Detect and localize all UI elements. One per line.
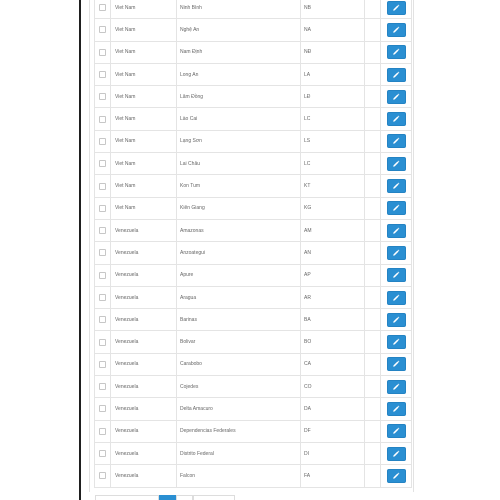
pagination-item-active[interactable] (159, 495, 176, 500)
spacer-cell (365, 197, 381, 219)
country-cell: Venezuela (111, 442, 177, 464)
zone-name-cell: Lai Châu (177, 153, 301, 175)
edit-button[interactable] (387, 68, 406, 82)
zone-code-cell: NĐ (301, 41, 365, 63)
row-select-cell (95, 264, 111, 286)
spacer-cell (365, 264, 381, 286)
row-select-checkbox[interactable] (99, 4, 106, 11)
table-row (95, 309, 412, 331)
row-select-checkbox[interactable] (99, 26, 106, 33)
country-cell: Viet Nam (111, 175, 177, 197)
action-cell (381, 19, 412, 41)
row-select-checkbox[interactable] (99, 227, 106, 234)
edit-button[interactable] (387, 402, 406, 416)
edit-button[interactable] (387, 313, 406, 327)
action-cell (381, 286, 412, 308)
action-cell (381, 376, 412, 398)
table-row (95, 153, 412, 175)
edit-button[interactable] (387, 268, 406, 282)
spacer-cell (365, 63, 381, 85)
zone-name-cell: Kiên Giang (177, 197, 301, 219)
zone-name-cell: Lạng Sơn (177, 130, 301, 152)
action-cell (381, 309, 412, 331)
spacer-cell (365, 331, 381, 353)
table-row (95, 442, 412, 464)
spacer-cell (365, 353, 381, 375)
edit-button[interactable] (387, 157, 406, 171)
action-cell (381, 108, 412, 130)
zone-code-cell: DF (301, 420, 365, 442)
table-row (95, 376, 412, 398)
zone-code-cell: FA (301, 465, 365, 487)
spacer-cell (365, 219, 381, 241)
zone-name-cell: Lào Cai (177, 108, 301, 130)
row-select-cell (95, 465, 111, 487)
action-cell (381, 442, 412, 464)
row-select-cell (95, 331, 111, 353)
row-select-cell (95, 442, 111, 464)
pencil-icon (392, 26, 400, 34)
action-cell (381, 398, 412, 420)
pencil-icon (392, 160, 400, 168)
zone-code-cell: LĐ (301, 86, 365, 108)
spacer-cell (365, 153, 381, 175)
zone-code-cell: KT (301, 175, 365, 197)
action-cell (381, 242, 412, 264)
pencil-icon (392, 338, 400, 346)
spacer-cell (365, 465, 381, 487)
zone-name-cell: Lâm Đồng (177, 86, 301, 108)
spacer-cell (365, 130, 381, 152)
action-cell (381, 353, 412, 375)
country-cell: Venezuela (111, 376, 177, 398)
country-cell: Viet Nam (111, 63, 177, 85)
zone-code-cell: BA (301, 309, 365, 331)
edit-button[interactable] (387, 112, 406, 126)
zone-code-cell: AM (301, 219, 365, 241)
spacer-cell (365, 398, 381, 420)
table-row (95, 41, 412, 63)
zone-code-cell: LC (301, 153, 365, 175)
row-select-checkbox[interactable] (99, 138, 106, 145)
row-select-checkbox[interactable] (99, 249, 106, 256)
row-select-cell (95, 175, 111, 197)
pencil-icon (392, 71, 400, 79)
action-cell (381, 420, 412, 442)
pencil-icon (392, 115, 400, 123)
row-select-cell (95, 420, 111, 442)
country-cell: Venezuela (111, 309, 177, 331)
pencil-icon (392, 472, 400, 480)
table-row (95, 0, 412, 19)
row-select-checkbox[interactable] (99, 316, 106, 323)
zone-name-cell: Falcon (177, 465, 301, 487)
spacer-cell (365, 19, 381, 41)
pagination-item[interactable] (95, 495, 159, 500)
zone-code-cell: AP (301, 264, 365, 286)
action-cell (381, 41, 412, 63)
action-cell (381, 153, 412, 175)
zone-code-cell: NB (301, 0, 365, 19)
pencil-icon (392, 137, 400, 145)
spacer-cell (365, 442, 381, 464)
action-cell (381, 465, 412, 487)
pencil-icon (392, 4, 400, 12)
country-cell: Viet Nam (111, 19, 177, 41)
country-cell: Venezuela (111, 242, 177, 264)
zone-name-cell: Long An (177, 63, 301, 85)
table-row (95, 86, 412, 108)
zone-code-cell: CA (301, 353, 365, 375)
table-row (95, 130, 412, 152)
table-row (95, 264, 412, 286)
row-select-cell (95, 242, 111, 264)
zone-name-cell: Ninh Bình (177, 0, 301, 19)
edit-button[interactable] (387, 179, 406, 193)
country-cell: Viet Nam (111, 130, 177, 152)
pagination-item[interactable] (176, 495, 193, 500)
row-select-cell (95, 86, 111, 108)
table-row (95, 242, 412, 264)
spacer-cell (365, 309, 381, 331)
row-select-cell (95, 398, 111, 420)
edit-button[interactable] (387, 447, 406, 461)
row-select-cell (95, 19, 111, 41)
table-row (95, 175, 412, 197)
country-cell: Venezuela (111, 331, 177, 353)
zone-code-cell: AR (301, 286, 365, 308)
edit-button[interactable] (387, 424, 406, 438)
action-cell (381, 130, 412, 152)
zone-name-cell: Dependencias Federales (177, 420, 301, 442)
zone-name-cell: Kon Tum (177, 175, 301, 197)
pagination-item[interactable] (193, 495, 235, 500)
table-row (95, 331, 412, 353)
spacer-cell (365, 41, 381, 63)
row-select-cell (95, 286, 111, 308)
zone-name-cell: Cojedes (177, 376, 301, 398)
spacer-cell (365, 376, 381, 398)
row-select-checkbox[interactable] (99, 49, 106, 56)
action-cell (381, 197, 412, 219)
spacer-cell (365, 86, 381, 108)
zone-name-cell: Delta Amacuro (177, 398, 301, 420)
country-cell: Venezuela (111, 398, 177, 420)
row-select-cell (95, 153, 111, 175)
edit-button[interactable] (387, 357, 406, 371)
window-left-edge (79, 0, 81, 500)
zone-name-cell: Amazonas (177, 219, 301, 241)
zone-code-cell: AN (301, 242, 365, 264)
zone-code-cell: LC (301, 108, 365, 130)
row-select-cell (95, 219, 111, 241)
zone-table-body (95, 0, 412, 487)
country-cell: Viet Nam (111, 108, 177, 130)
action-cell (381, 63, 412, 85)
country-cell: Venezuela (111, 465, 177, 487)
edit-button[interactable] (387, 291, 406, 305)
action-cell (381, 264, 412, 286)
zone-code-cell: BO (301, 331, 365, 353)
zone-code-cell: DA (301, 398, 365, 420)
table-row (95, 108, 412, 130)
zone-code-cell: LS (301, 130, 365, 152)
spacer-cell (365, 175, 381, 197)
spacer-cell (365, 286, 381, 308)
spacer-cell (365, 0, 381, 19)
zone-name-cell: Nam Định (177, 41, 301, 63)
edit-button[interactable] (387, 1, 406, 15)
country-cell: Venezuela (111, 286, 177, 308)
row-select-checkbox[interactable] (99, 472, 106, 479)
row-select-cell (95, 41, 111, 63)
edit-button[interactable] (387, 23, 406, 37)
zone-name-cell: Barinas (177, 309, 301, 331)
table-row (95, 420, 412, 442)
edit-button[interactable] (387, 224, 406, 238)
table-row (95, 19, 412, 41)
row-select-checkbox[interactable] (99, 450, 106, 457)
zone-name-cell: Distrito Federal (177, 442, 301, 464)
table-row (95, 353, 412, 375)
row-select-cell (95, 0, 111, 19)
edit-button[interactable] (387, 380, 406, 394)
edit-button[interactable] (387, 90, 406, 104)
row-select-checkbox[interactable] (99, 93, 106, 100)
action-cell (381, 86, 412, 108)
pencil-icon (392, 182, 400, 190)
zone-code-cell: NA (301, 19, 365, 41)
country-cell: Venezuela (111, 264, 177, 286)
pencil-icon (392, 316, 400, 324)
table-row (95, 63, 412, 85)
pencil-icon (392, 249, 400, 257)
pencil-icon (392, 450, 400, 458)
row-select-checkbox[interactable] (99, 205, 106, 212)
row-select-checkbox[interactable] (99, 339, 106, 346)
table-row (95, 398, 412, 420)
zone-name-cell: Carabobo (177, 353, 301, 375)
row-select-checkbox[interactable] (99, 294, 106, 301)
edit-button[interactable] (387, 469, 406, 483)
country-cell: Venezuela (111, 420, 177, 442)
zone-name-cell: Aragua (177, 286, 301, 308)
row-select-checkbox[interactable] (99, 272, 106, 279)
row-select-checkbox[interactable] (99, 183, 106, 190)
row-select-cell (95, 376, 111, 398)
pencil-icon (392, 294, 400, 302)
row-select-checkbox[interactable] (99, 383, 106, 390)
pencil-icon (392, 360, 400, 368)
pencil-icon (392, 204, 400, 212)
pencil-icon (392, 93, 400, 101)
zone-code-cell: LA (301, 63, 365, 85)
country-cell: Venezuela (111, 353, 177, 375)
zone-code-cell: CO (301, 376, 365, 398)
action-cell (381, 0, 412, 19)
row-select-checkbox[interactable] (99, 160, 106, 167)
zone-table (94, 0, 412, 488)
edit-button[interactable] (387, 45, 406, 59)
country-cell: Viet Nam (111, 197, 177, 219)
table-row (95, 286, 412, 308)
row-select-cell (95, 63, 111, 85)
pencil-icon (392, 271, 400, 279)
zone-name-cell: Apure (177, 264, 301, 286)
row-select-cell (95, 353, 111, 375)
country-cell: Venezuela (111, 219, 177, 241)
row-select-checkbox[interactable] (99, 71, 106, 78)
spacer-cell (365, 242, 381, 264)
country-cell: Viet Nam (111, 86, 177, 108)
table-row (95, 219, 412, 241)
zone-code-cell: DI (301, 442, 365, 464)
row-select-cell (95, 197, 111, 219)
country-cell: Viet Nam (111, 0, 177, 19)
action-cell (381, 219, 412, 241)
edit-button[interactable] (387, 201, 406, 215)
zone-name-cell: Bolivar (177, 331, 301, 353)
table-row (95, 197, 412, 219)
country-cell: Viet Nam (111, 41, 177, 63)
zone-name-cell: Nghệ An (177, 19, 301, 41)
row-select-checkbox[interactable] (99, 116, 106, 123)
edit-button[interactable] (387, 134, 406, 148)
pencil-icon (392, 427, 400, 435)
action-cell (381, 331, 412, 353)
edit-button[interactable] (387, 246, 406, 260)
row-select-cell (95, 309, 111, 331)
table-row (95, 465, 412, 487)
pencil-icon (392, 48, 400, 56)
row-select-checkbox[interactable] (99, 428, 106, 435)
spacer-cell (365, 108, 381, 130)
spacer-cell (365, 420, 381, 442)
edit-button[interactable] (387, 335, 406, 349)
pencil-icon (392, 383, 400, 391)
row-select-checkbox[interactable] (99, 361, 106, 368)
zone-name-cell: Anzoategui (177, 242, 301, 264)
row-select-cell (95, 130, 111, 152)
row-select-checkbox[interactable] (99, 405, 106, 412)
action-cell (381, 175, 412, 197)
row-select-cell (95, 108, 111, 130)
zone-code-cell: KG (301, 197, 365, 219)
pencil-icon (392, 227, 400, 235)
country-cell: Viet Nam (111, 153, 177, 175)
pencil-icon (392, 405, 400, 413)
